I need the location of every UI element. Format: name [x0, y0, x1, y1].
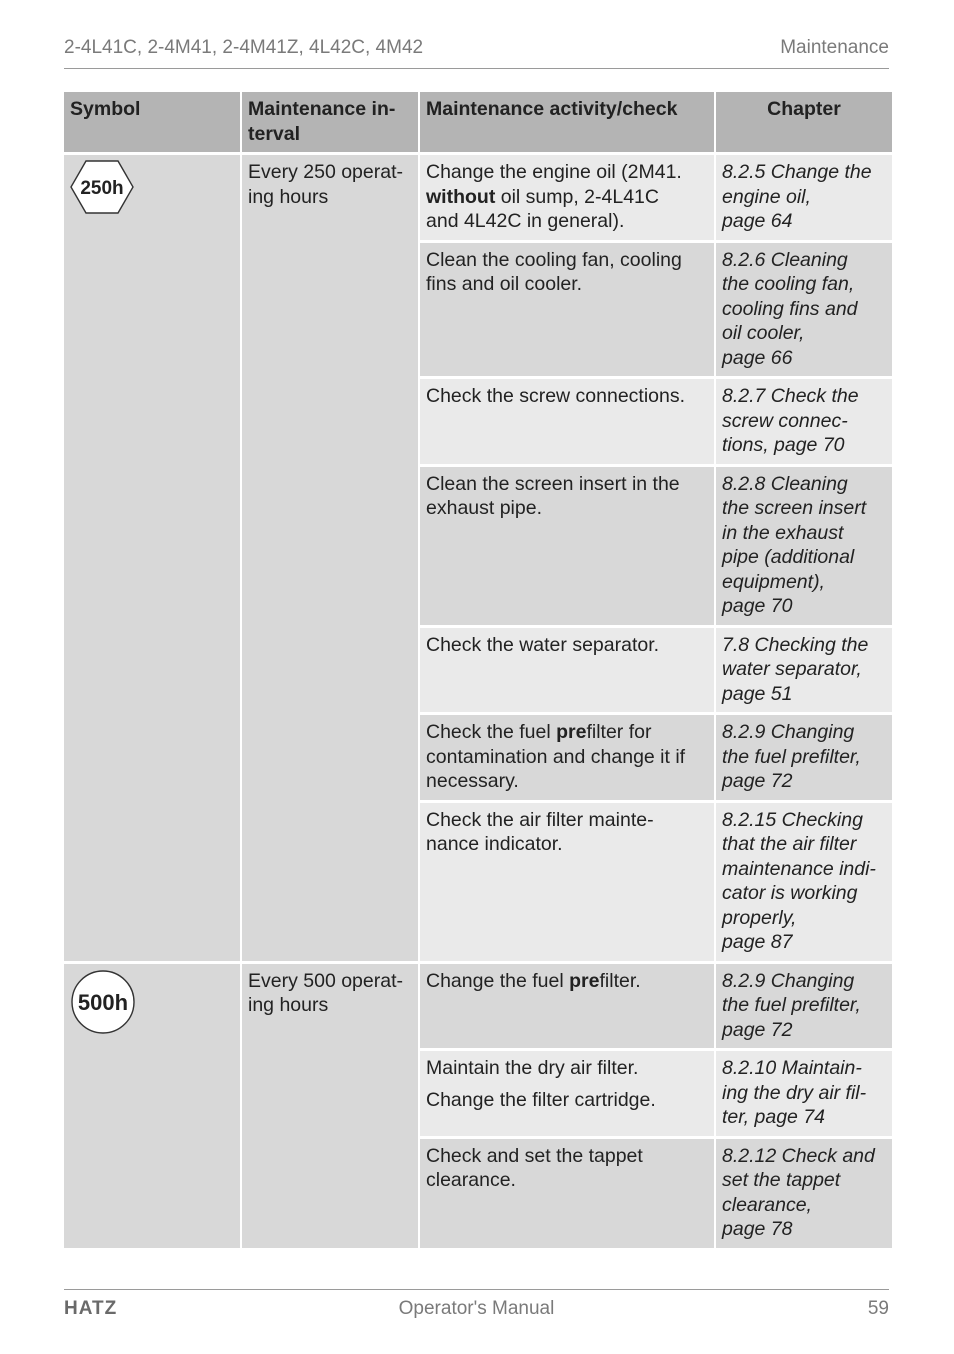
symbol-250h-label: 250h: [80, 178, 124, 199]
page-number: 59: [867, 1298, 889, 1319]
activity-text: oil sump, 2-4L41C and 4L42C in general).: [426, 185, 659, 232]
chapter-cell: 8.2.5 Change the engine oil, page 64: [716, 155, 892, 240]
table-header-row: [64, 92, 892, 152]
column-header-symbol: Symbol: [64, 92, 240, 152]
page-header: [64, 36, 889, 69]
interval-250h-text: Every 250 operat- ing hours: [248, 161, 404, 208]
table-row: [64, 155, 892, 240]
activity-cell: Check and set the tappet clearance.: [420, 1139, 714, 1248]
chapter-cell: 8.2.7 Check the screw connec- tions, page 70: [716, 379, 892, 464]
activity-cell: Clean the screen insert in the exhaust pipe.: [420, 467, 714, 625]
page-footer: [64, 1289, 889, 1330]
brand-logo: HATZ: [64, 1298, 118, 1319]
activity-cell: Clean the cooling fan, cooling fins and oil cooler.: [420, 243, 714, 377]
chapter-cell: 8.2.9 Changing the fuel prefilter, page 72: [716, 715, 892, 800]
interval-500h-text: Every 500 operat- ing hours: [248, 969, 404, 1016]
column-header-interval: Maintenance in- terval: [242, 92, 418, 152]
interval-cell-250h: [242, 155, 418, 961]
hexagon-250h-icon: [70, 160, 134, 214]
activity-cell: Check the air filter mainte- nance indicator.: [420, 803, 714, 961]
activity-cell: Maintain the dry air filter. Change the filter cartridge.: [420, 1051, 714, 1136]
chapter-cell: 7.8 Checking the water separator, page 51: [716, 628, 892, 713]
model-list: 2-4L41C, 2-4M41, 2-4M41Z, 4L42C, 4M42: [64, 37, 424, 58]
column-header-activity: Maintenance activity/check: [420, 92, 714, 152]
symbol-cell-500h: [64, 964, 240, 1248]
activity-cell: Change the engine oil (2M41. without oil sump, 2-4L41C and 4L42C in general).: [420, 155, 714, 240]
section-title: Maintenance: [780, 37, 889, 58]
activity-cell: Check the screw connections.: [420, 379, 714, 464]
chapter-cell: 8.2.9 Changing the fuel prefilter, page 72: [716, 964, 892, 1049]
chapter-cell: 8.2.15 Checking that the air filter maintenance indi- cator is working properly, page 87: [716, 803, 892, 961]
chapter-cell: 8.2.8 Cleaning the screen insert in the exhaust pipe (additional equipment), page 70: [716, 467, 892, 625]
activity-cell: Check the fuel prefilter for contamination and change it if necessary.: [420, 715, 714, 800]
column-header-chapter: Chapter: [716, 92, 892, 152]
circle-500h-icon: [70, 969, 136, 1035]
symbol-cell-250h: [64, 155, 240, 961]
activity-cell: Check the water separator.: [420, 628, 714, 713]
chapter-cell: 8.2.6 Cleaning the cooling fan, cooling fins and oil cooler, page 66: [716, 243, 892, 377]
chapter-cell: 8.2.10 Maintain- ing the dry air fil- ter, page 74: [716, 1051, 892, 1136]
interval-cell-500h: [242, 964, 418, 1248]
chapter-cell: 8.2.12 Check and set the tappet clearance, page 78: [716, 1139, 892, 1248]
activity-cell: Change the fuel prefilter.: [420, 964, 714, 1049]
table-row: [64, 964, 892, 1049]
symbol-500h-label: 500h: [77, 989, 129, 1015]
manual-title: Operator's Manual: [398, 1298, 555, 1319]
maintenance-table: [62, 89, 894, 1251]
